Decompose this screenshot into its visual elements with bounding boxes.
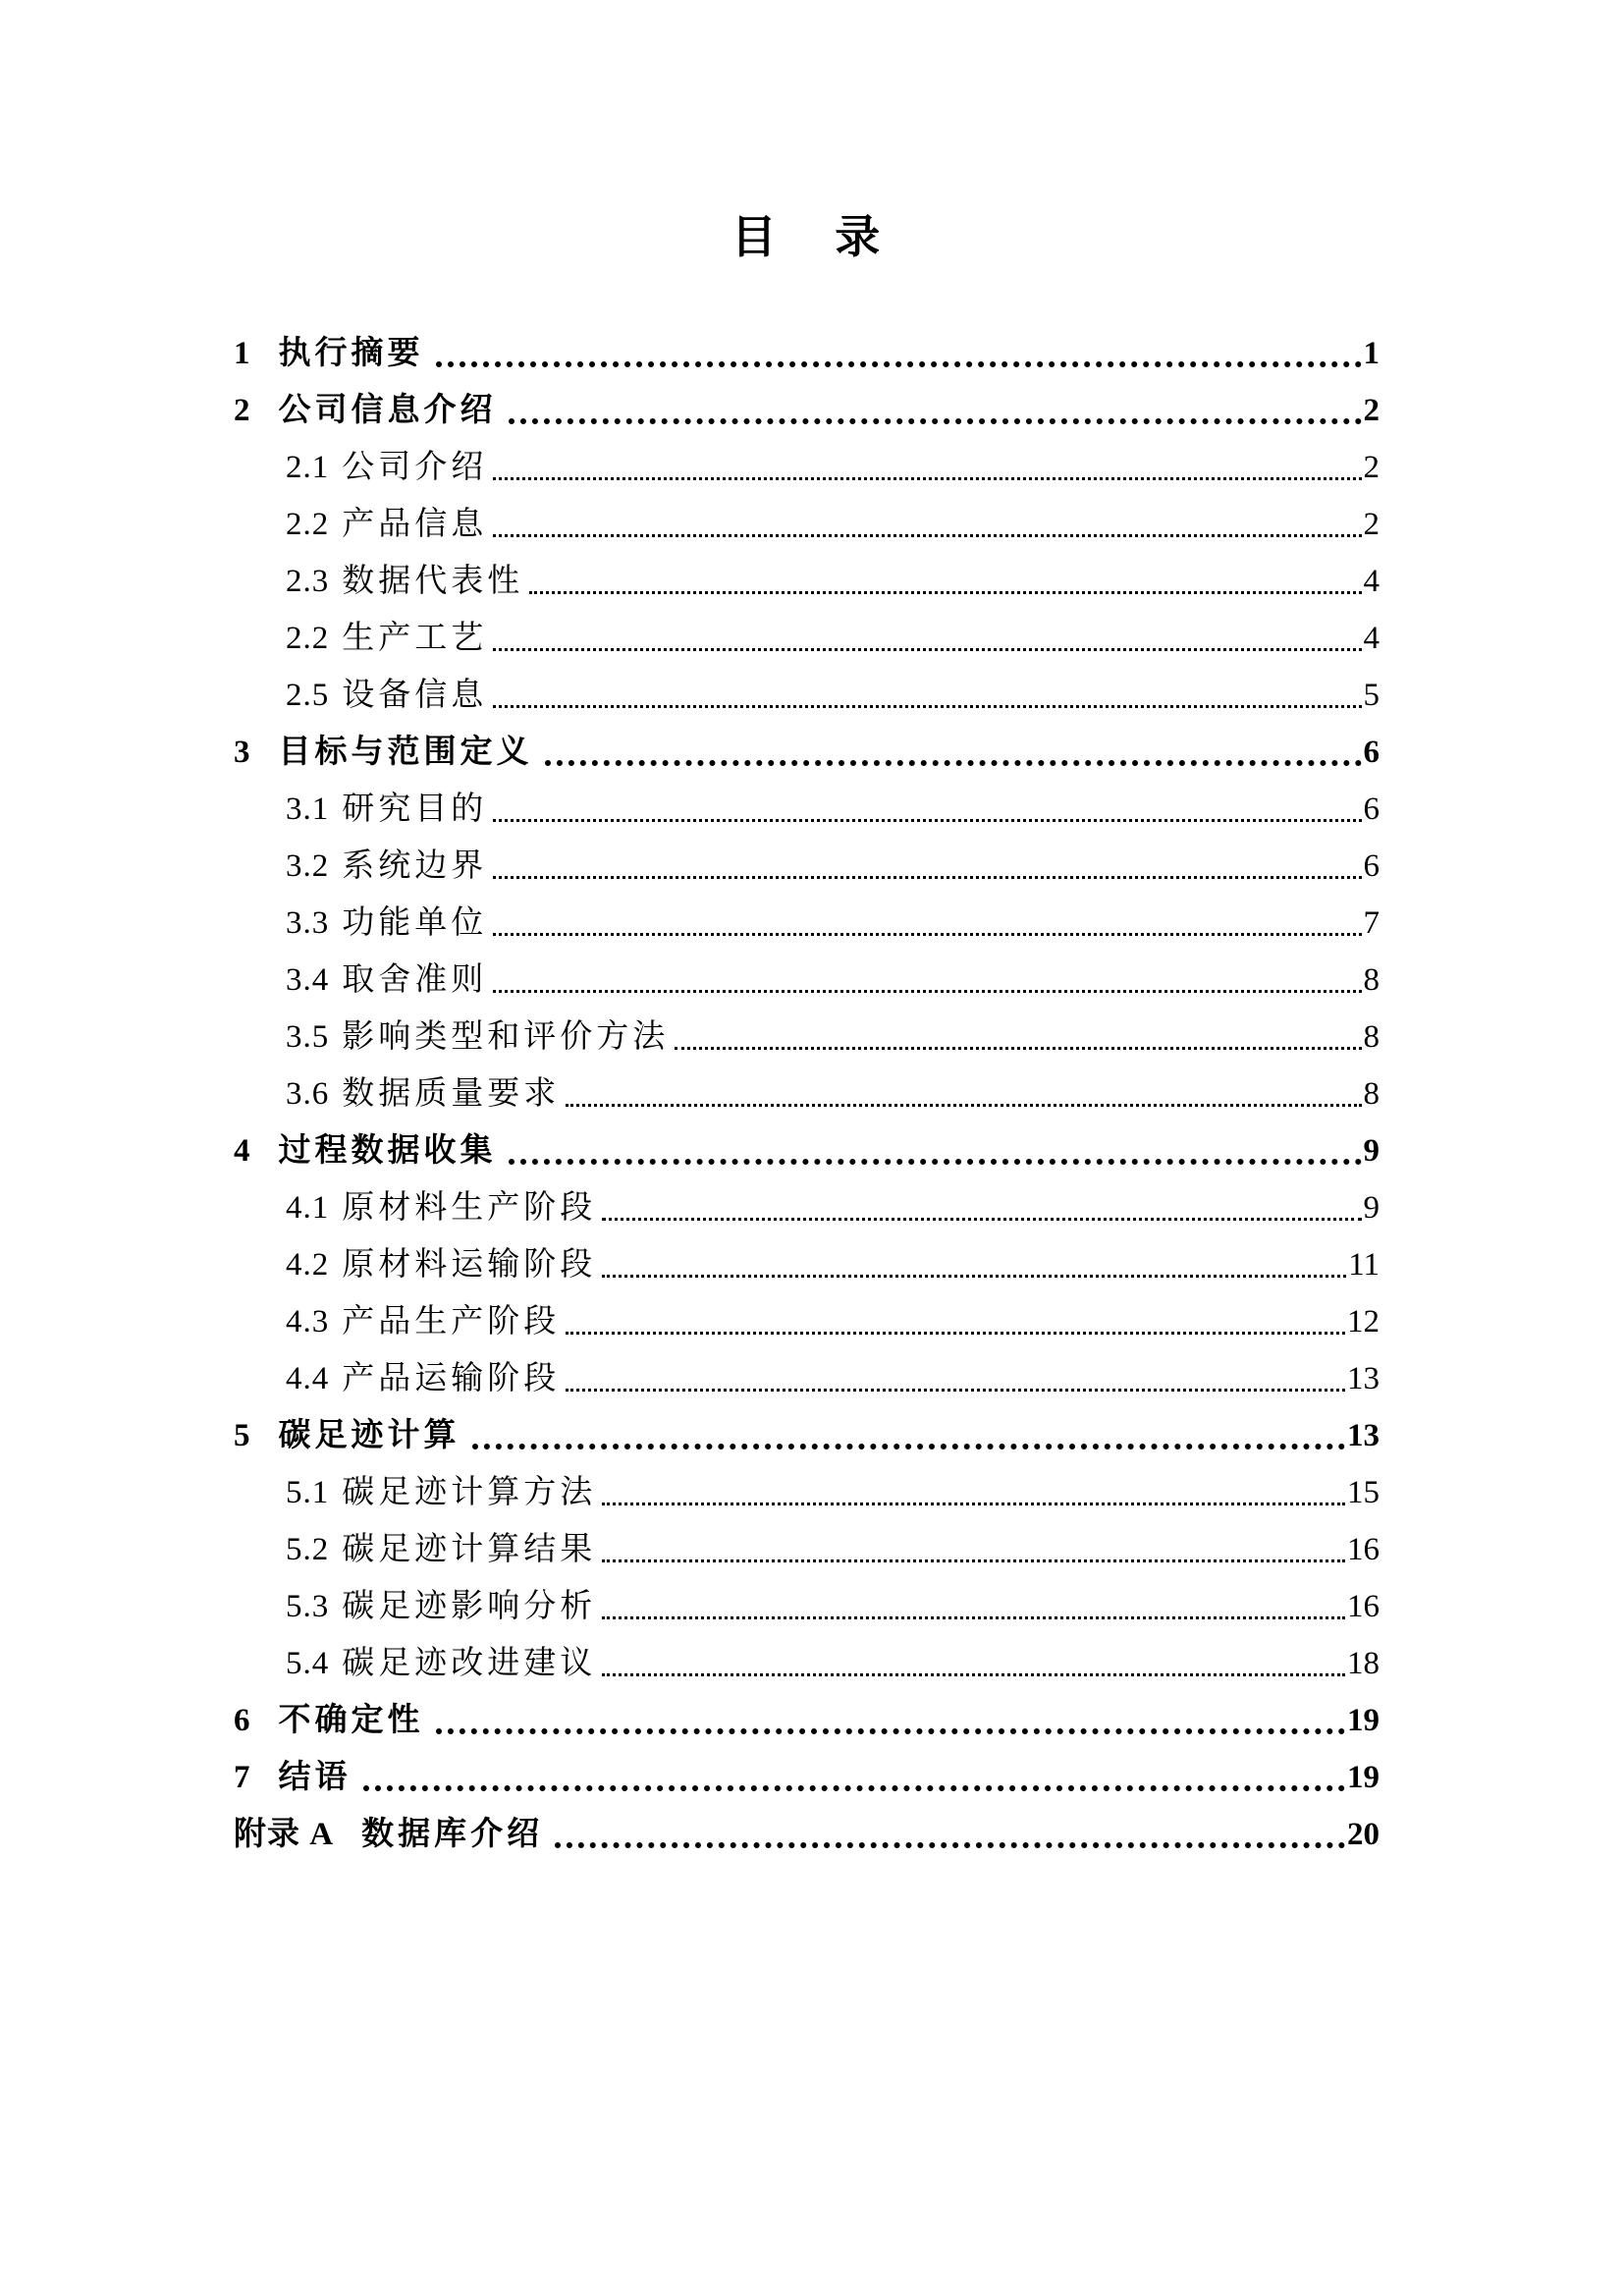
toc-entry[interactable]: [234, 1626, 1380, 1683]
page-title: 目 录: [731, 212, 883, 262]
dot-leader: [602, 1218, 1361, 1221]
toc-entry-title: 取舍准则: [342, 962, 488, 999]
dot-leader: [493, 705, 1361, 708]
toc-entry[interactable]: [234, 1228, 1380, 1285]
dot-leader: [472, 1444, 1346, 1449]
dot-leader: [602, 1616, 1345, 1619]
toc-entry-page: 19: [1347, 1760, 1380, 1796]
toc-entry-title: 研究目的: [342, 792, 488, 828]
dot-leader: [602, 1559, 1345, 1562]
toc-entry-number: 3.2: [286, 848, 330, 885]
toc-entry-page: 2: [1363, 450, 1380, 486]
toc-entry-page: 8: [1363, 1019, 1380, 1056]
dot-leader: [493, 990, 1361, 993]
toc-entry[interactable]: [234, 1057, 1380, 1114]
toc-entry-title: 执行摘要: [278, 336, 424, 372]
toc-entry-title: 碳足迹影响分析: [342, 1589, 597, 1625]
dot-leader: [675, 1047, 1361, 1050]
toc-entry-number: 5.1: [286, 1475, 330, 1511]
toc-entry[interactable]: [234, 772, 1380, 829]
toc-entry-page: 13: [1347, 1418, 1380, 1454]
toc-entry-page: 8: [1363, 962, 1380, 999]
toc-entry-page: 18: [1347, 1646, 1380, 1682]
toc-entry-title: 结语: [278, 1760, 352, 1796]
toc-entry-number: 3.5: [286, 1019, 330, 1056]
toc-entry-title: 数据库介绍: [361, 1817, 544, 1853]
toc-entry-title: 功能单位: [342, 905, 488, 942]
dot-leader: [436, 1728, 1346, 1734]
dot-leader: [363, 1785, 1346, 1791]
toc-entry-number: 4.4: [286, 1361, 330, 1397]
toc-entry[interactable]: [234, 1398, 1380, 1455]
toc-entry-page: 9: [1363, 1190, 1380, 1227]
toc-entry-title: 设备信息: [342, 678, 488, 714]
toc-entry-number: 4.1: [286, 1190, 330, 1227]
toc-entry-page: 4: [1363, 621, 1380, 657]
toc-entry-title: 公司介绍: [342, 450, 488, 486]
toc-entry-number: 3.1: [286, 792, 330, 828]
toc-entry[interactable]: [234, 373, 1380, 430]
toc-entry[interactable]: [234, 1797, 1380, 1854]
toc-entry[interactable]: [234, 829, 1380, 886]
toc-entry-title: 数据质量要求: [342, 1076, 561, 1113]
toc-entry-title: 碳足迹计算方法: [342, 1475, 597, 1511]
dot-leader: [436, 361, 1362, 367]
toc-entry-page: 6: [1363, 792, 1380, 828]
dot-leader: [566, 1332, 1345, 1335]
toc-entry-number: 2.2: [286, 621, 330, 657]
toc-list: [234, 316, 1380, 1854]
toc-entry-number: 3.4: [286, 962, 330, 999]
toc-entry-number: 2.2: [286, 507, 330, 543]
toc-entry-page: 5: [1363, 678, 1380, 714]
toc-entry-page: 16: [1347, 1589, 1380, 1625]
toc-entry-title: 生产工艺: [342, 621, 488, 657]
toc-entry-title: 系统边界: [342, 848, 488, 885]
toc-entry-number: 2: [234, 393, 251, 429]
toc-entry-number: 7: [234, 1760, 251, 1796]
toc-entry-number: 2.1: [286, 450, 330, 486]
toc-entry-number: 4.3: [286, 1304, 330, 1340]
toc-entry-page: 12: [1347, 1304, 1380, 1340]
toc-entry-number: 1: [234, 336, 251, 372]
toc-entry-number: 5.4: [286, 1646, 330, 1682]
toc-entry[interactable]: [234, 601, 1380, 658]
toc-entry-number: 6: [234, 1703, 251, 1739]
dot-leader: [566, 1389, 1345, 1392]
toc-entry-number: 附录 A: [234, 1817, 335, 1853]
toc-entry-page: 20: [1347, 1817, 1380, 1853]
toc-entry-title: 产品生产阶段: [342, 1304, 561, 1340]
toc-entry-number: 3: [234, 735, 251, 771]
toc-entry-number: 5.3: [286, 1589, 330, 1625]
toc-entry[interactable]: [234, 1683, 1380, 1740]
toc-entry[interactable]: [234, 1000, 1380, 1057]
toc-entry-page: 9: [1363, 1133, 1380, 1170]
toc-entry[interactable]: [234, 1512, 1380, 1569]
dot-leader: [509, 1159, 1362, 1165]
toc-entry[interactable]: [234, 430, 1380, 487]
toc-entry-title: 碳足迹计算: [278, 1418, 460, 1454]
dot-leader: [529, 591, 1361, 594]
toc-entry-number: 3.3: [286, 905, 330, 942]
toc-entry-number: 3.6: [286, 1076, 330, 1113]
toc-entry[interactable]: [234, 1114, 1380, 1171]
dot-leader: [602, 1503, 1345, 1505]
toc-entry-title: 产品运输阶段: [342, 1361, 561, 1397]
toc-entry-title: 影响类型和评价方法: [342, 1019, 670, 1056]
toc-entry-title: 碳足迹改进建议: [342, 1646, 597, 1682]
dot-leader: [602, 1275, 1346, 1278]
toc-entry-page: 7: [1363, 905, 1380, 942]
toc-entry-page: 8: [1363, 1076, 1380, 1113]
dot-leader: [566, 1104, 1361, 1107]
toc-entry-page: 6: [1363, 735, 1380, 771]
toc-entry-title: 目标与范围定义: [278, 735, 533, 771]
toc-entry-page: 1: [1363, 336, 1380, 372]
toc-entry-title: 过程数据收集: [278, 1133, 497, 1170]
toc-entry-page: 2: [1363, 393, 1380, 429]
dot-leader: [493, 534, 1361, 537]
toc-entry-number: 5.2: [286, 1532, 330, 1568]
toc-entry-page: 11: [1348, 1247, 1380, 1284]
toc-entry-page: 4: [1363, 564, 1380, 600]
dot-leader: [493, 819, 1361, 822]
toc-entry[interactable]: [234, 1341, 1380, 1398]
toc-entry-page: 2: [1363, 507, 1380, 543]
toc-entry-title: 原材料生产阶段: [342, 1190, 597, 1227]
toc-entry-number: 4: [234, 1133, 251, 1170]
dot-leader: [545, 760, 1362, 766]
toc-entry-title: 产品信息: [342, 507, 488, 543]
toc-entry-page: 19: [1347, 1703, 1380, 1739]
toc-entry-title: 不确定性: [278, 1703, 424, 1739]
toc-entry-number: 5: [234, 1418, 251, 1454]
toc-entry-title: 原材料运输阶段: [342, 1247, 597, 1284]
dot-leader: [509, 418, 1362, 424]
toc-entry-page: 15: [1347, 1475, 1380, 1511]
toc-entry-page: 13: [1347, 1361, 1380, 1397]
toc-entry-number: 2.5: [286, 678, 330, 714]
dot-leader: [493, 933, 1361, 936]
dot-leader: [493, 648, 1361, 651]
toc-entry[interactable]: [234, 544, 1380, 601]
dot-leader: [493, 876, 1361, 879]
dot-leader: [602, 1673, 1345, 1676]
toc-entry[interactable]: [234, 1455, 1380, 1512]
toc-entry[interactable]: [234, 1740, 1380, 1797]
dot-leader: [493, 477, 1361, 480]
toc-entry-title: 碳足迹计算结果: [342, 1532, 597, 1568]
toc-entry[interactable]: [234, 1285, 1380, 1341]
toc-entry-page: 16: [1347, 1532, 1380, 1568]
toc-entry[interactable]: [234, 316, 1380, 373]
toc-entry[interactable]: [234, 487, 1380, 544]
toc-entry[interactable]: [234, 658, 1380, 715]
toc-entry-title: 公司信息介绍: [278, 393, 497, 429]
toc-entry-number: 4.2: [286, 1247, 330, 1284]
dot-leader: [555, 1842, 1345, 1848]
toc-entry[interactable]: [234, 1569, 1380, 1626]
toc-entry-page: 6: [1363, 848, 1380, 885]
toc-entry-title: 数据代表性: [342, 564, 524, 600]
toc-entry[interactable]: [234, 943, 1380, 1000]
toc-entry[interactable]: [234, 886, 1380, 943]
toc-entry-number: 2.3: [286, 564, 330, 600]
toc-entry[interactable]: [234, 1171, 1380, 1228]
toc-entry[interactable]: [234, 715, 1380, 772]
